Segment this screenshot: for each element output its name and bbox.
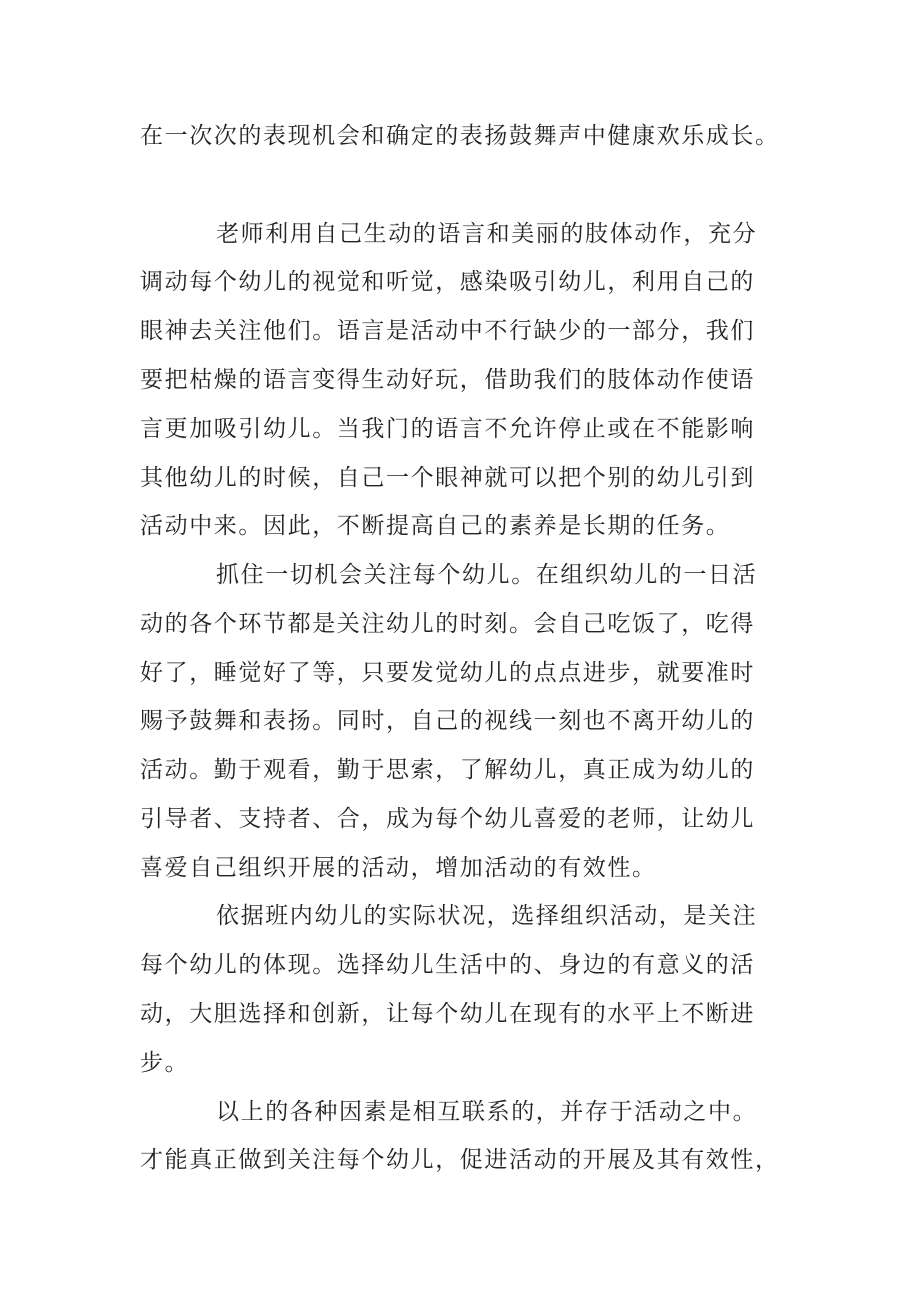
text-line: 活动。勤于观看，勤于思索，了解幼儿，真正成为幼儿的 <box>140 757 755 783</box>
text-line: 喜爱自己组织开展的活动，增加活动的有效性。 <box>140 855 657 881</box>
text-line: 要把枯燥的语言变得生动好玩，借助我们的肢体动作使语 <box>140 367 755 393</box>
text-line: 依据班内幼儿的实际状况，选择组织活动，是关注 <box>216 903 758 929</box>
text-line: 好了，睡觉好了等，只要发觉幼儿的点点进步，就要准时 <box>140 660 755 686</box>
text-line: 调动每个幼儿的视觉和听觉，感染吸引幼儿，利用自己的 <box>140 269 755 295</box>
text-line: 言更加吸引幼儿。当我门的语言不允许停止或在不能影响 <box>140 416 755 442</box>
text-line: 抓住一切机会关注每个幼儿。在组织幼儿的一日活 <box>216 562 758 588</box>
text-line: 动，大胆选择和创新，让每个幼儿在现有的水平上不断进 <box>140 1001 755 1027</box>
text-line: 其他幼儿的时候，自己一个眼神就可以把个别的幼儿引到 <box>140 465 755 491</box>
text-line: 老师利用自己生动的语言和美丽的肢体动作，充分 <box>216 221 758 247</box>
text-line: 引导者、支持者、合，成为每个幼儿喜爱的老师，让幼儿 <box>140 806 755 832</box>
text-line: 动的各个环节都是关注幼儿的时刻。会自己吃饭了，吃得 <box>140 611 755 637</box>
text-line: 以上的各种因素是相互联系的，并存于活动之中。 <box>216 1099 758 1125</box>
text-line: 每个幼儿的体现。选择幼儿生活中的、身边的有意义的活 <box>140 952 755 978</box>
text-line: 眼神去关注他们。语言是活动中不行缺少的一部分，我们 <box>140 318 755 344</box>
text-line: 赐予鼓舞和表扬。同时，自己的视线一刻也不离开幼儿的 <box>140 708 755 734</box>
text-line: 在一次次的表现机会和确定的表扬鼓舞声中健康欢乐成长。 <box>140 123 780 149</box>
text-line: 活动中来。因此，不断提高自己的素养是长期的任务。 <box>140 513 731 539</box>
text-line: 步。 <box>140 1050 190 1076</box>
text-line: 才能真正做到关注每个幼儿，促进活动的开展及其有效性， <box>140 1147 780 1173</box>
